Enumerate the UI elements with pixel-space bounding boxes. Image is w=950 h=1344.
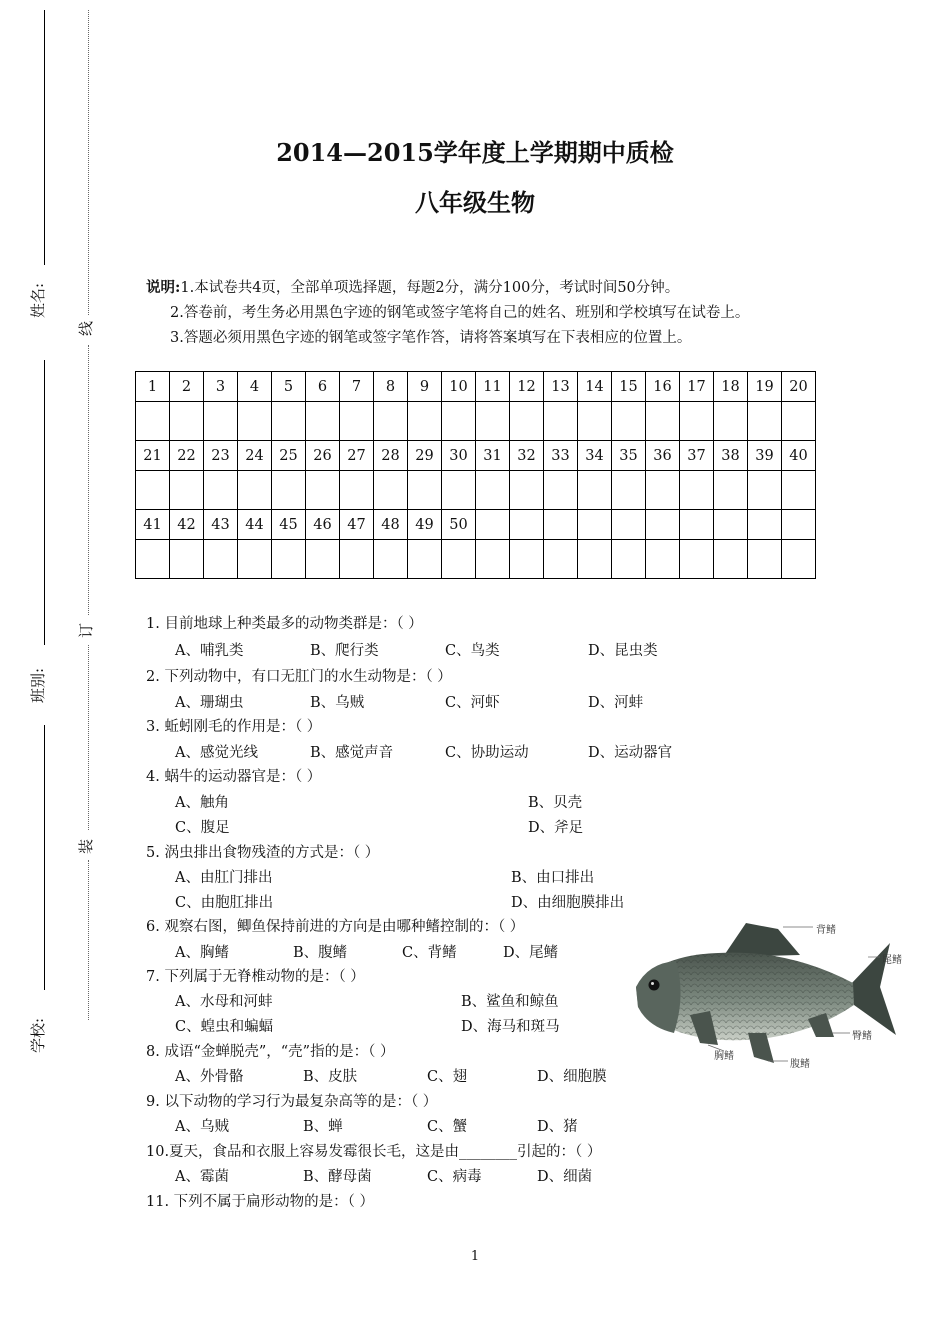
margin-line-left: [44, 360, 45, 645]
page-number: 1: [470, 1249, 480, 1264]
grid-number-row: [136, 441, 816, 471]
option: D、细菌: [537, 1169, 593, 1185]
answer-cell[interactable]: [136, 471, 170, 510]
instruction-line-3: 3.答题必须用黑色字迹的钢笔或签字笔作答，请将答案填写在下表相应的位置上。: [170, 330, 692, 346]
question-3: 3. 蚯蚓刚毛的作用是：（ ）: [146, 719, 322, 735]
grid-number: 47: [340, 510, 374, 540]
answer-cell[interactable]: [374, 540, 408, 579]
fish-figure: [628, 915, 900, 1075]
ding-label: 订: [77, 622, 96, 639]
grid-number: 42: [170, 510, 204, 540]
answer-cell[interactable]: [646, 471, 680, 510]
grid-number: [646, 510, 680, 540]
answer-cell[interactable]: [544, 540, 578, 579]
answer-cell[interactable]: [238, 471, 272, 510]
answer-cell[interactable]: [748, 402, 782, 441]
grid-number: 49: [408, 510, 442, 540]
grid-number-row: [136, 510, 816, 540]
answer-cell[interactable]: [170, 402, 204, 441]
option: C、鸟类: [445, 643, 500, 659]
option: D、斧足: [528, 820, 584, 836]
grid-number: [544, 510, 578, 540]
fish-label-pectoral: 胸鳍: [714, 1051, 734, 1062]
answer-cell[interactable]: [306, 540, 340, 579]
grid-number: 13: [544, 372, 578, 402]
option: C、蟹: [427, 1119, 468, 1135]
option: A、哺乳类: [175, 643, 244, 659]
margin-dotted-line: [88, 645, 89, 830]
answer-cell[interactable]: [578, 402, 612, 441]
option: D、昆虫类: [588, 643, 658, 659]
name-label: 姓名:: [29, 282, 48, 319]
answer-cell[interactable]: [204, 540, 238, 579]
option: C、背鳍: [402, 945, 457, 961]
fish-icon: [628, 915, 900, 1075]
answer-cell[interactable]: [374, 402, 408, 441]
grid-number: 44: [238, 510, 272, 540]
fish-label-tail: 尾鳍: [882, 955, 902, 966]
answer-cell[interactable]: [204, 402, 238, 441]
question-11: 11. 下列不属于扁形动物的是：（ ）: [146, 1194, 375, 1210]
grid-number: 16: [646, 372, 680, 402]
grid-number: 24: [238, 441, 272, 471]
grid-number: 19: [748, 372, 782, 402]
grid-number: 3: [204, 372, 238, 402]
answer-cell[interactable]: [442, 540, 476, 579]
grid-number: 15: [612, 372, 646, 402]
option: A、感觉光线: [175, 745, 258, 761]
question-2: 2. 下列动物中，有口无肛门的水生动物是：（ ）: [146, 669, 452, 685]
answer-cell[interactable]: [272, 540, 306, 579]
grid-number: [748, 510, 782, 540]
answer-grid: [135, 371, 816, 579]
exam-subtitle: 八年级生物: [415, 188, 535, 217]
question-9: 9. 以下动物的学习行为最复杂高等的是：（ ）: [146, 1094, 438, 1110]
grid-number: 39: [748, 441, 782, 471]
grid-number: 10: [442, 372, 476, 402]
grid-number: 18: [714, 372, 748, 402]
exam-title: 2014—2015学年度上学期期中质检: [276, 138, 674, 167]
option: A、外骨骼: [175, 1069, 244, 1085]
grid-number: 17: [680, 372, 714, 402]
answer-cell[interactable]: [136, 402, 170, 441]
answer-cell[interactable]: [680, 540, 714, 579]
answer-cell[interactable]: [204, 471, 238, 510]
option: C、协助运动: [445, 745, 529, 761]
grid-number: 31: [476, 441, 510, 471]
answer-cell[interactable]: [442, 402, 476, 441]
answer-cell[interactable]: [510, 540, 544, 579]
class-label: 班别:: [29, 667, 48, 704]
option: B、贝壳: [528, 795, 583, 811]
answer-cell[interactable]: [782, 402, 816, 441]
option: B、爬行类: [310, 643, 379, 659]
question-10: 10.夏天，食品和衣服上容易发霉很长毛，这是由________引起的：（ ）: [146, 1144, 602, 1160]
zhuang-label: 装: [77, 838, 96, 855]
fish-label-anal: 臀鳍: [852, 1031, 872, 1042]
option: A、珊瑚虫: [175, 695, 244, 711]
answer-cell[interactable]: [272, 402, 306, 441]
answer-cell[interactable]: [306, 471, 340, 510]
grid-number: 50: [442, 510, 476, 540]
answer-cell[interactable]: [476, 471, 510, 510]
answer-cell[interactable]: [306, 402, 340, 441]
grid-number: 35: [612, 441, 646, 471]
question-5: 5. 涡虫排出食物残渣的方式是：（ ）: [146, 845, 380, 861]
option: C、腹足: [175, 820, 230, 836]
grid-number: 6: [306, 372, 340, 402]
option: B、腹鳍: [293, 945, 348, 961]
grid-number: 27: [340, 441, 374, 471]
grid-number: 25: [272, 441, 306, 471]
grid-number: [612, 510, 646, 540]
answer-cell[interactable]: [408, 540, 442, 579]
grid-number: 7: [340, 372, 374, 402]
question-4: 4. 蜗牛的运动器官是：（ ）: [146, 769, 322, 785]
grid-number: 21: [136, 441, 170, 471]
grid-number: 28: [374, 441, 408, 471]
answer-cell[interactable]: [544, 471, 578, 510]
grid-number: 14: [578, 372, 612, 402]
question-6: 6. 观察右图，鲫鱼保持前进的方向是由哪种鳍控制的：（ ）: [146, 919, 525, 935]
answer-cell[interactable]: [612, 402, 646, 441]
grid-number: 33: [544, 441, 578, 471]
option: A、胸鳍: [175, 945, 229, 961]
answer-cell[interactable]: [136, 540, 170, 579]
grid-number: 48: [374, 510, 408, 540]
answer-cell[interactable]: [646, 540, 680, 579]
grid-number: 1: [136, 372, 170, 402]
grid-answer-row: [136, 402, 816, 441]
answer-cell[interactable]: [170, 471, 204, 510]
answer-cell[interactable]: [510, 471, 544, 510]
answer-cell[interactable]: [238, 402, 272, 441]
option: D、猪: [537, 1119, 578, 1135]
option: C、蝗虫和蝙蝠: [175, 1019, 274, 1035]
option: B、鲨鱼和鲸鱼: [461, 994, 559, 1010]
answer-cell[interactable]: [374, 471, 408, 510]
answer-cell[interactable]: [748, 471, 782, 510]
instruction-text: 1.本试卷共4页，全部单项选择题，每题2分，满分100分，考试时间50分钟。: [180, 280, 680, 296]
answer-cell[interactable]: [714, 471, 748, 510]
answer-cell[interactable]: [646, 402, 680, 441]
option: B、乌贼: [310, 695, 365, 711]
grid-number: 40: [782, 441, 816, 471]
fish-label-dorsal: 背鳍: [816, 925, 836, 936]
grid-number: [578, 510, 612, 540]
answer-cell[interactable]: [612, 540, 646, 579]
answer-cell[interactable]: [680, 471, 714, 510]
answer-cell[interactable]: [340, 471, 374, 510]
answer-cell[interactable]: [782, 471, 816, 510]
grid-number: 36: [646, 441, 680, 471]
answer-cell[interactable]: [714, 402, 748, 441]
answer-cell[interactable]: [714, 540, 748, 579]
school-label: 学校:: [29, 1017, 48, 1054]
grid-number: [714, 510, 748, 540]
grid-number: 43: [204, 510, 238, 540]
grid-number: 37: [680, 441, 714, 471]
answer-cell[interactable]: [544, 402, 578, 441]
option: A、由肛门排出: [175, 870, 273, 886]
option: D、尾鳍: [503, 945, 559, 961]
grid-number: 9: [408, 372, 442, 402]
grid-number: [510, 510, 544, 540]
answer-cell[interactable]: [442, 471, 476, 510]
answer-cell[interactable]: [680, 402, 714, 441]
grid-number: 2: [170, 372, 204, 402]
margin-dotted-line: [88, 345, 89, 615]
option: B、由口排出: [511, 870, 595, 886]
option: A、乌贼: [175, 1119, 229, 1135]
option: B、酵母菌: [303, 1169, 372, 1185]
grid-number: 20: [782, 372, 816, 402]
answer-cell[interactable]: [170, 540, 204, 579]
answer-cell[interactable]: [782, 540, 816, 579]
grid-number: [782, 510, 816, 540]
grid-answer-row: [136, 471, 816, 510]
line-label: 线: [77, 320, 96, 337]
option: D、河蚌: [588, 695, 644, 711]
grid-number: 45: [272, 510, 306, 540]
grid-number: 8: [374, 372, 408, 402]
grid-number: 30: [442, 441, 476, 471]
grid-number-row: [136, 372, 816, 402]
grid-number: 26: [306, 441, 340, 471]
option: A、水母和河蚌: [175, 994, 273, 1010]
answer-cell[interactable]: [340, 402, 374, 441]
option: D、海马和斑马: [461, 1019, 560, 1035]
grid-number: 4: [238, 372, 272, 402]
option: A、霉菌: [175, 1169, 229, 1185]
option: C、由胞肛排出: [175, 895, 274, 911]
answer-cell[interactable]: [408, 471, 442, 510]
fish-label-ventral: 腹鳍: [790, 1059, 810, 1070]
grid-number: 41: [136, 510, 170, 540]
answer-cell[interactable]: [238, 540, 272, 579]
grid-number: 32: [510, 441, 544, 471]
option: B、皮肤: [303, 1069, 358, 1085]
grid-number: 34: [578, 441, 612, 471]
option: B、蝉: [303, 1119, 343, 1135]
option: C、翅: [427, 1069, 468, 1085]
option: B、感觉声音: [310, 745, 394, 761]
option: D、由细胞膜排出: [511, 895, 625, 911]
grid-number: 23: [204, 441, 238, 471]
option: C、河虾: [445, 695, 500, 711]
grid-number: 5: [272, 372, 306, 402]
grid-number: 12: [510, 372, 544, 402]
answer-cell[interactable]: [748, 540, 782, 579]
option: C、病毒: [427, 1169, 482, 1185]
answer-cell[interactable]: [510, 402, 544, 441]
margin-dotted-line: [88, 860, 89, 1020]
answer-cell[interactable]: [272, 471, 306, 510]
option: D、运动器官: [588, 745, 673, 761]
answer-cell[interactable]: [408, 402, 442, 441]
grid-number: [680, 510, 714, 540]
option: A、触角: [175, 795, 229, 811]
question-7: 7. 下列属于无脊椎动物的是：（ ）: [146, 969, 365, 985]
grid-number: 29: [408, 441, 442, 471]
answer-cell[interactable]: [476, 402, 510, 441]
question-1: 1. 目前地球上种类最多的动物类群是：（ ）: [146, 616, 423, 632]
grid-number: 22: [170, 441, 204, 471]
grid-number: [476, 510, 510, 540]
answer-cell[interactable]: [340, 540, 374, 579]
question-8: 8. 成语“金蝉脱壳”，“壳”指的是：（ ）: [146, 1044, 395, 1060]
instruction-line-2: 2.答卷前，考生务必用黑色字迹的钢笔或签字笔将自己的姓名、班别和学校填写在试卷上。: [170, 305, 750, 321]
answer-cell[interactable]: [476, 540, 510, 579]
answer-cell[interactable]: [578, 540, 612, 579]
instruction-line-1: [146, 276, 679, 297]
margin-line-left: [44, 725, 45, 990]
grid-number: 11: [476, 372, 510, 402]
grid-answer-row: [136, 540, 816, 579]
answer-cell[interactable]: [612, 471, 646, 510]
grid-number: 46: [306, 510, 340, 540]
grid-number: 38: [714, 441, 748, 471]
option: D、细胞膜: [537, 1069, 607, 1085]
instruction-heading: 说明:: [146, 279, 181, 296]
answer-cell[interactable]: [578, 471, 612, 510]
